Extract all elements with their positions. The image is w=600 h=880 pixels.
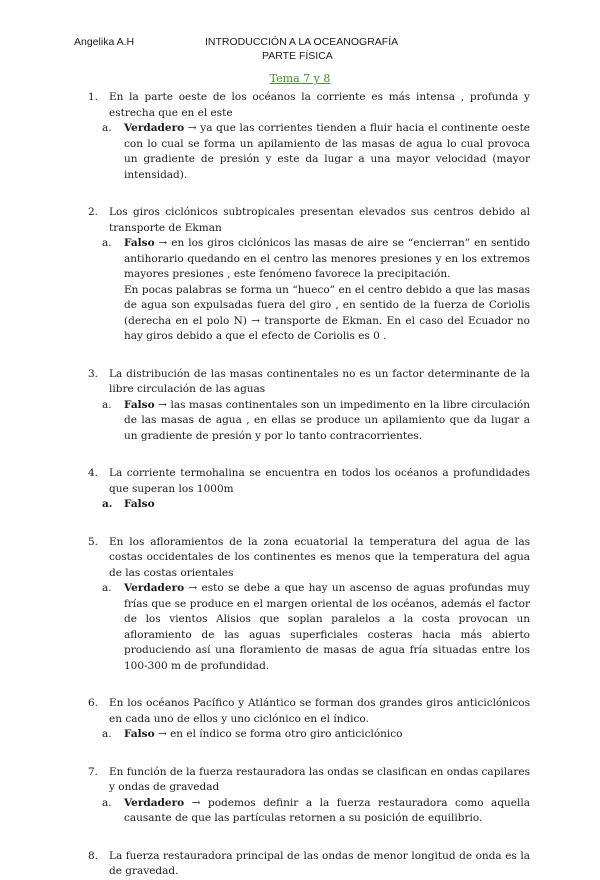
question-number: 2. [88, 206, 99, 218]
answer-text: las masas continentales son un impedimento en la libre circulación de las masas de agua , en ellas se produce un apilamiento que da lugar a un gradiente de presión y por lo tanto contracorrientes. [124, 398, 531, 442]
answer-label: Falso [124, 237, 155, 249]
arrow-icon: → [191, 796, 201, 809]
question-item [88, 466, 530, 497]
answer-label: Falso [124, 398, 155, 411]
answer-item [88, 236, 530, 283]
answer-item [88, 581, 530, 674]
question-number: 4. [88, 467, 99, 479]
arrow-icon: → [158, 237, 168, 249]
answer-item [88, 796, 530, 827]
answer-item [88, 121, 530, 183]
question-number: 5. [88, 535, 99, 548]
arrow-icon: → [158, 398, 167, 411]
answer-item [88, 497, 530, 513]
arrow-icon: → [188, 582, 198, 594]
question-text: En los afloramientos de la zona ecuatorial la temperatura del agua de las costas occidentales de los continentes es menos que la temperatura del agua de las costas orientales [109, 535, 530, 579]
question-number: 8. [88, 849, 99, 862]
question-text: La fuerza restauradora principal de las ondas de menor longitud de onda es la de gravedad. [109, 849, 530, 877]
arrow-icon: → [187, 122, 197, 134]
answer-text: en los giros ciclónicos las masas de aire se “encierran” en sentido antihorario quedando en el centro las menores presiones y en los extremos mayores presiones , este fenómeno favorece la precipitación. [124, 237, 530, 280]
question-item [88, 535, 530, 582]
document-subtitle: PARTE FÍSICA [262, 50, 333, 62]
question-number: 6. [88, 697, 99, 709]
answer-text: en el índico se forma otro giro anticiclónico [166, 728, 403, 740]
answer-letter: a. [102, 498, 113, 510]
answer-letter: a. [102, 398, 112, 411]
author-name: Angelika A.H [74, 36, 135, 48]
answer-letter: a. [102, 728, 112, 740]
answer-label: Falso [124, 728, 155, 740]
question-number: 7. [88, 765, 99, 778]
question-text: En función de la fuerza restauradora las ondas se clasifican en ondas capilares y ondas de gravedad [109, 765, 531, 793]
question-text: En los océanos Pacífico y Atlántico se forman dos grandes giros anticiclónicos en cada uno de ellos y uno ciclónico en el índico. [109, 697, 530, 725]
question-list [88, 90, 530, 880]
answer-label: Verdadero [124, 582, 185, 594]
arrow-icon: → [157, 728, 167, 740]
question-item [88, 765, 530, 796]
answer-letter: a. [102, 237, 112, 249]
document-title: INTRODUCCIÓN A LA OCEANOGRAFÍA [205, 36, 399, 48]
question-item [88, 367, 530, 398]
question-text: En la parte oeste de los océanos la corriente es más intensa , profunda y estrecha que en el este [109, 91, 530, 119]
answer-letter: a. [102, 796, 112, 809]
answer-extra-text: En pocas palabras se forma un “hueco” en el centro debido a que las masas de agua son expulsadas fuera del giro , en sentido de la fuerza de Coriolis (derecha en el polo N) → transporte de Ekman. En el caso del Ecuador no hay giros debido a que el efecto de Coriolis es 0 . [124, 283, 530, 342]
question-item [88, 90, 530, 121]
answer-text: esto se debe a que hay un ascenso de aguas profundas muy frías que se produce en el margen oriental de los océanos, además el factor de los vientos Alisios que soplan paralelos a la costa provocan un afloramiento de las aguas superficiales costeras hacia más abierto produciendo así una floramiento de masas de agua fría situadas entre los 100-300 m de profundidad. [124, 582, 530, 672]
answer-label: Falso [124, 498, 155, 510]
answer-label: Verdadero [124, 796, 185, 809]
answer-letter: a. [102, 122, 112, 134]
question-item [88, 205, 530, 236]
question-item [88, 849, 530, 880]
question-item [88, 696, 530, 727]
topic-heading: Tema 7 y 8 [269, 72, 331, 85]
answer-label: Verdadero [124, 122, 185, 134]
question-number: 3. [88, 367, 99, 380]
question-text: La distribución de las masas continentales no es un factor determinante de la libre circulación de las aguas [109, 367, 530, 395]
answer-text: ya que las corrientes tienden a fluir hacia el continente oeste con lo cual se forma un apilamiento de las masas de agua lo cual provoca un gradiente de presión y este da lugar a una mayor velocidad (mayor intensidad). [124, 122, 531, 181]
answer-item [88, 398, 530, 445]
answer-text: podemos definir a la fuerza restauradora como aquella causante de que las partículas retornen a su posición de equilibrio. [124, 796, 530, 824]
answer-item [88, 727, 530, 743]
question-text: La corriente termohalina se encuentra en todos los océanos a profundidades que superan los 1000m [109, 467, 530, 495]
question-number: 1. [88, 91, 99, 103]
answer-letter: a. [102, 582, 112, 594]
question-text: Los giros ciclónicos subtropicales presentan elevados sus centros debido al transporte de Ekman [109, 206, 530, 234]
